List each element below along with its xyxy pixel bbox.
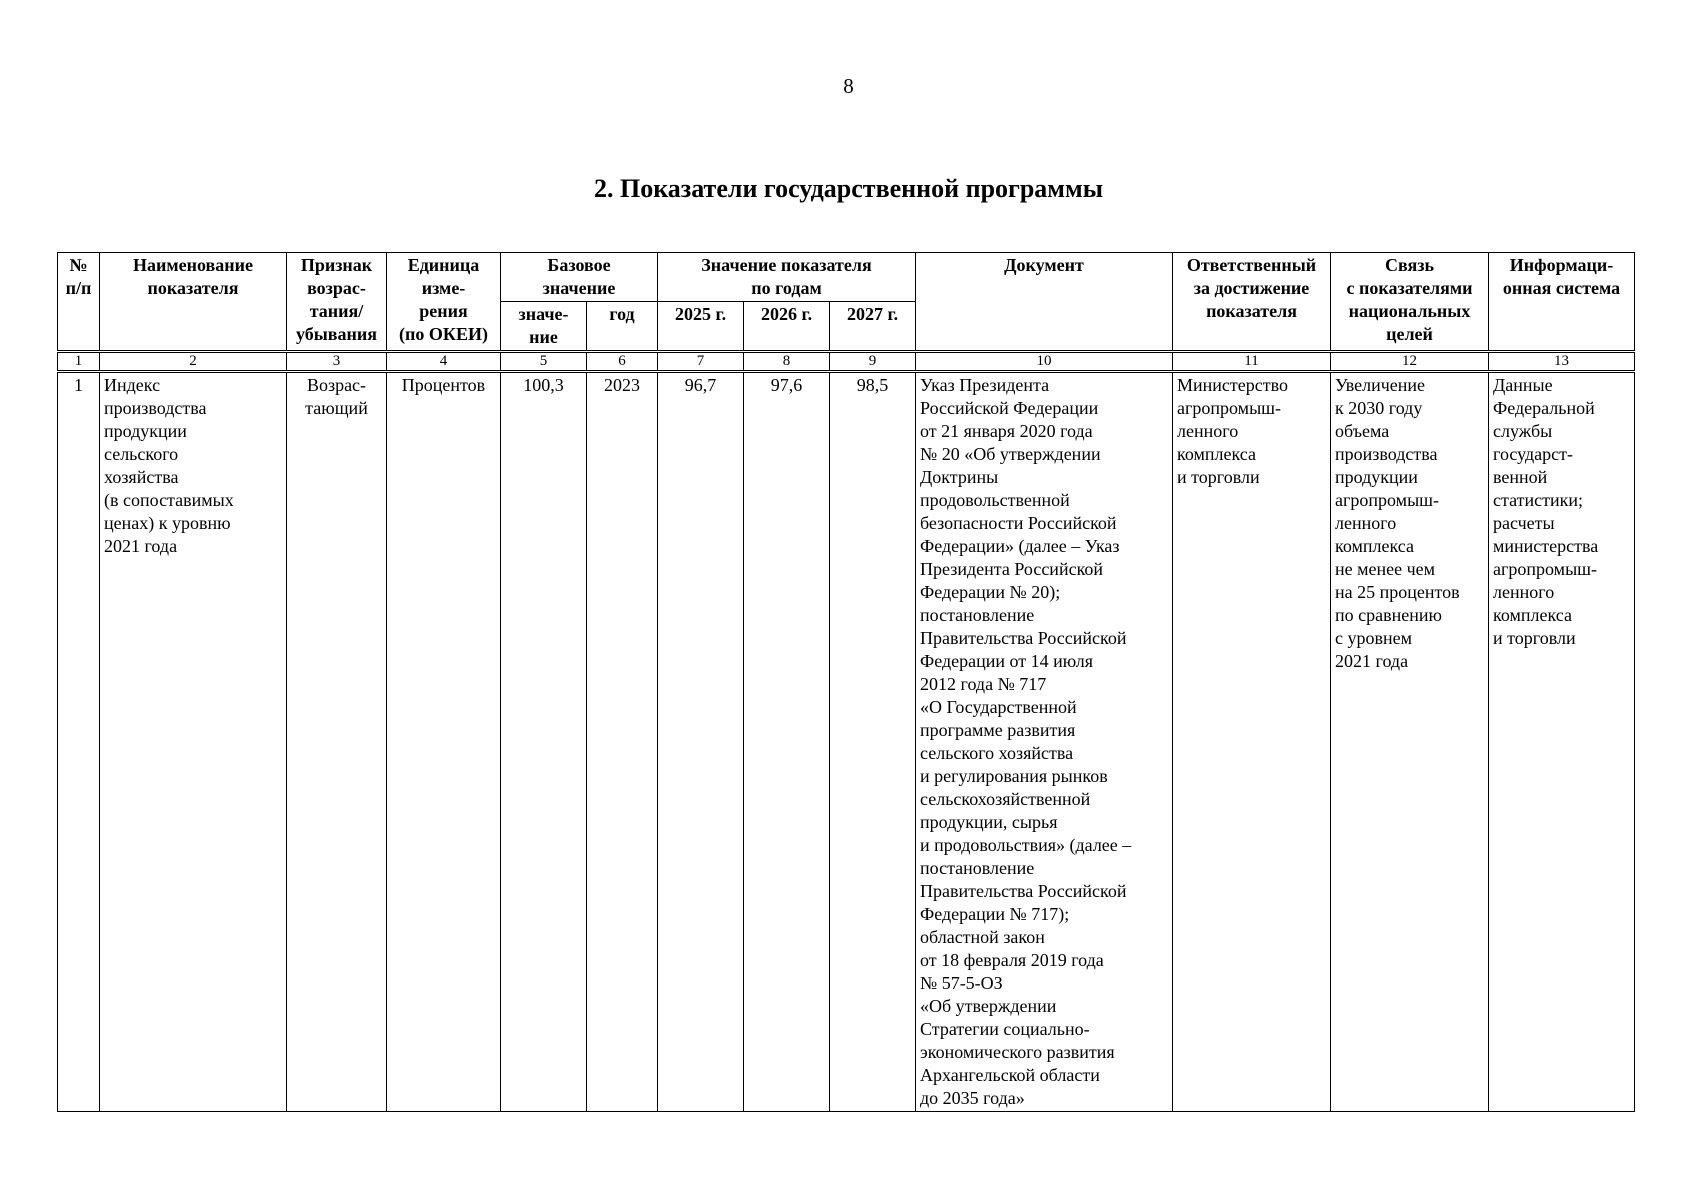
header-unit: Единица изме- рения (по ОКЕИ) xyxy=(387,253,501,352)
row-base-value: 100,3 xyxy=(501,372,587,1112)
header-by-years: Значение показателя по годам xyxy=(658,253,916,302)
header-document: Документ xyxy=(916,253,1173,352)
row-value-2026: 97,6 xyxy=(744,372,830,1112)
row-responsible: Министерство агропромыш- ленного комплекса и торговли xyxy=(1173,372,1331,1112)
header-base: Базовое значение xyxy=(501,253,658,302)
column-numbers-row xyxy=(58,352,1635,372)
header-base-year: год xyxy=(587,302,658,352)
table-row xyxy=(58,372,1635,1112)
header-link: Связь с показателями национальных целей xyxy=(1331,253,1489,352)
column-number: 8 xyxy=(744,352,830,372)
row-name: Индекс производства продукции сельского хозяйства (в сопоставимых ценах) к уровню 2021 года xyxy=(100,372,287,1112)
column-number: 13 xyxy=(1489,352,1635,372)
column-number: 4 xyxy=(387,352,501,372)
header-2025: 2025 г. xyxy=(658,302,744,352)
row-num: 1 xyxy=(58,372,100,1112)
indicators-table xyxy=(57,252,1635,1112)
column-number: 1 xyxy=(58,352,100,372)
column-number: 9 xyxy=(830,352,916,372)
column-number: 10 xyxy=(916,352,1173,372)
column-number: 6 xyxy=(587,352,658,372)
column-number: 2 xyxy=(100,352,287,372)
row-sign: Возрас- тающий xyxy=(287,372,387,1112)
row-unit: Процентов xyxy=(387,372,501,1112)
column-number: 3 xyxy=(287,352,387,372)
row-value-2025: 96,7 xyxy=(658,372,744,1112)
header-2027: 2027 г. xyxy=(830,302,916,352)
page-number: 8 xyxy=(843,74,854,98)
column-number: 12 xyxy=(1331,352,1489,372)
header-responsible: Ответственный за достижение показателя xyxy=(1173,253,1331,352)
column-number: 5 xyxy=(501,352,587,372)
column-number: 7 xyxy=(658,352,744,372)
column-number: 11 xyxy=(1173,352,1331,372)
header-num: № п/п xyxy=(58,253,100,352)
header-2026: 2026 г. xyxy=(744,302,830,352)
row-document: Указ Президента Российской Федерации от 21 января 2020 года № 20 «Об утверждении Доктрины продовольственной безопасности Российской Федерации» (далее – Указ Президента Российской Федерации № 20); постановление Правительства Российской Федерации от 14 июля 2012 года № 717 «О Государственной программе развития сельского хозяйства и регулирования рынков сельскохозяйственной продукции, сырья и продовольствия» (далее – постановление Правительства Российской Федерации № 717); областной закон от 18 февраля 2019 года № 57-5-ОЗ «Об утверждении Стратегии социально- экономического развития Архангельской области до 2035 года» xyxy=(916,372,1173,1112)
header-base-value: значе- ние xyxy=(501,302,587,352)
section-title: 2. Показатели государственной программы xyxy=(593,174,1104,203)
header-info-system: Информаци- онная система xyxy=(1489,253,1635,352)
header-name: Наименование показателя xyxy=(100,253,287,352)
row-link: Увеличение к 2030 году объема производства продукции агропромыш- ленного комплекса не менее чем на 25 процентов по сравнению с уровнем 2021 года xyxy=(1331,372,1489,1112)
row-base-year: 2023 xyxy=(587,372,658,1112)
row-info-system: Данные Федеральной службы государст- венной статистики; расчеты министерства агропромыш- ленного комплекса и торговли xyxy=(1489,372,1635,1112)
header-sign: Признак возрас- тания/ убывания xyxy=(287,253,387,352)
header-row xyxy=(58,253,1635,302)
row-value-2027: 98,5 xyxy=(830,372,916,1112)
